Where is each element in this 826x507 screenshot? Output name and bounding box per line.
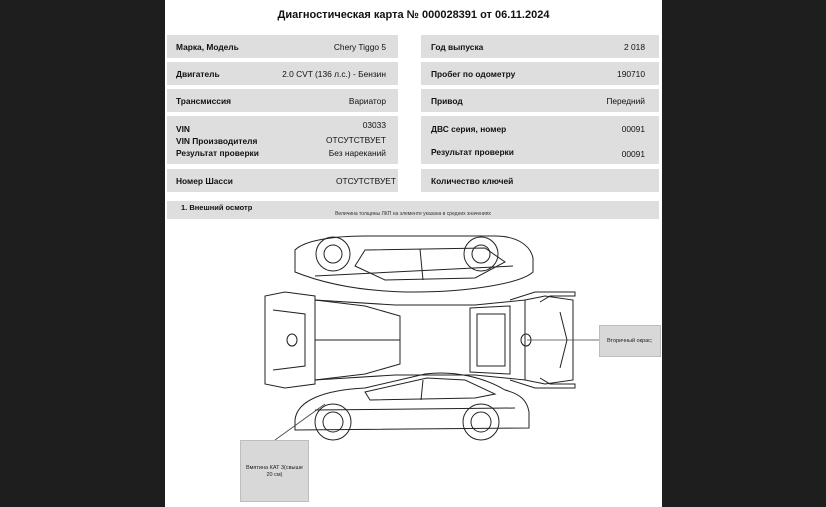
field-label: VIN Производителя <box>176 136 258 146</box>
field-label: Трансмиссия <box>176 96 231 106</box>
field-value: Chery Tiggo 5 <box>333 42 386 52</box>
field-label: Результат проверки <box>431 147 514 157</box>
field-label: Год выпуска <box>431 42 484 52</box>
field-label: Двигатель <box>176 69 220 79</box>
field-value: 190710 <box>617 69 645 79</box>
field-label: Номер Шасси <box>176 176 233 186</box>
callout-secondary-paint <box>599 325 661 357</box>
field-value: Вариатор <box>348 96 386 106</box>
callout-dent <box>240 440 309 502</box>
field-label: Результат проверки <box>176 148 259 158</box>
section-heading: 1. Внешний осмотр <box>181 203 253 212</box>
field-value: 03033 <box>362 120 386 130</box>
field-label: VIN <box>176 124 190 134</box>
field-value: 2.0 CVT (136 л.с.) - Бензин <box>282 69 386 79</box>
car-side-view-top <box>295 236 533 292</box>
field-label: Количество ключей <box>431 176 514 186</box>
callout-text: Вторичный окрас; <box>607 338 653 344</box>
document-title: Диагностическая карта № 000028391 от 06.11.2024 <box>277 9 550 21</box>
field-value: ОТСУТСТВУЕТ <box>335 176 396 186</box>
callout-text: Вмятина КАТ 3(свыше 20 см) <box>246 465 303 478</box>
field-value: 2 018 <box>624 42 645 52</box>
car-side-view-bottom <box>295 373 529 440</box>
field-value: Передний <box>606 96 645 106</box>
field-label: Пробег по одометру <box>431 69 516 79</box>
section-note: Величина толщины ЛКП на элементе указана в средних значениях <box>335 211 491 217</box>
document-page <box>165 0 662 507</box>
field-value: 00091 <box>621 149 645 159</box>
field-label: Привод <box>431 96 463 106</box>
field-value: 00091 <box>621 124 645 134</box>
callout-leader-line <box>275 404 325 440</box>
car-body-diagram <box>165 0 662 507</box>
field-value: Без нареканий <box>328 148 386 158</box>
field-label: ДВС серия, номер <box>431 124 507 134</box>
field-label: Марка, Модель <box>176 42 239 52</box>
field-value: ОТСУТСТВУЕТ <box>325 135 386 145</box>
